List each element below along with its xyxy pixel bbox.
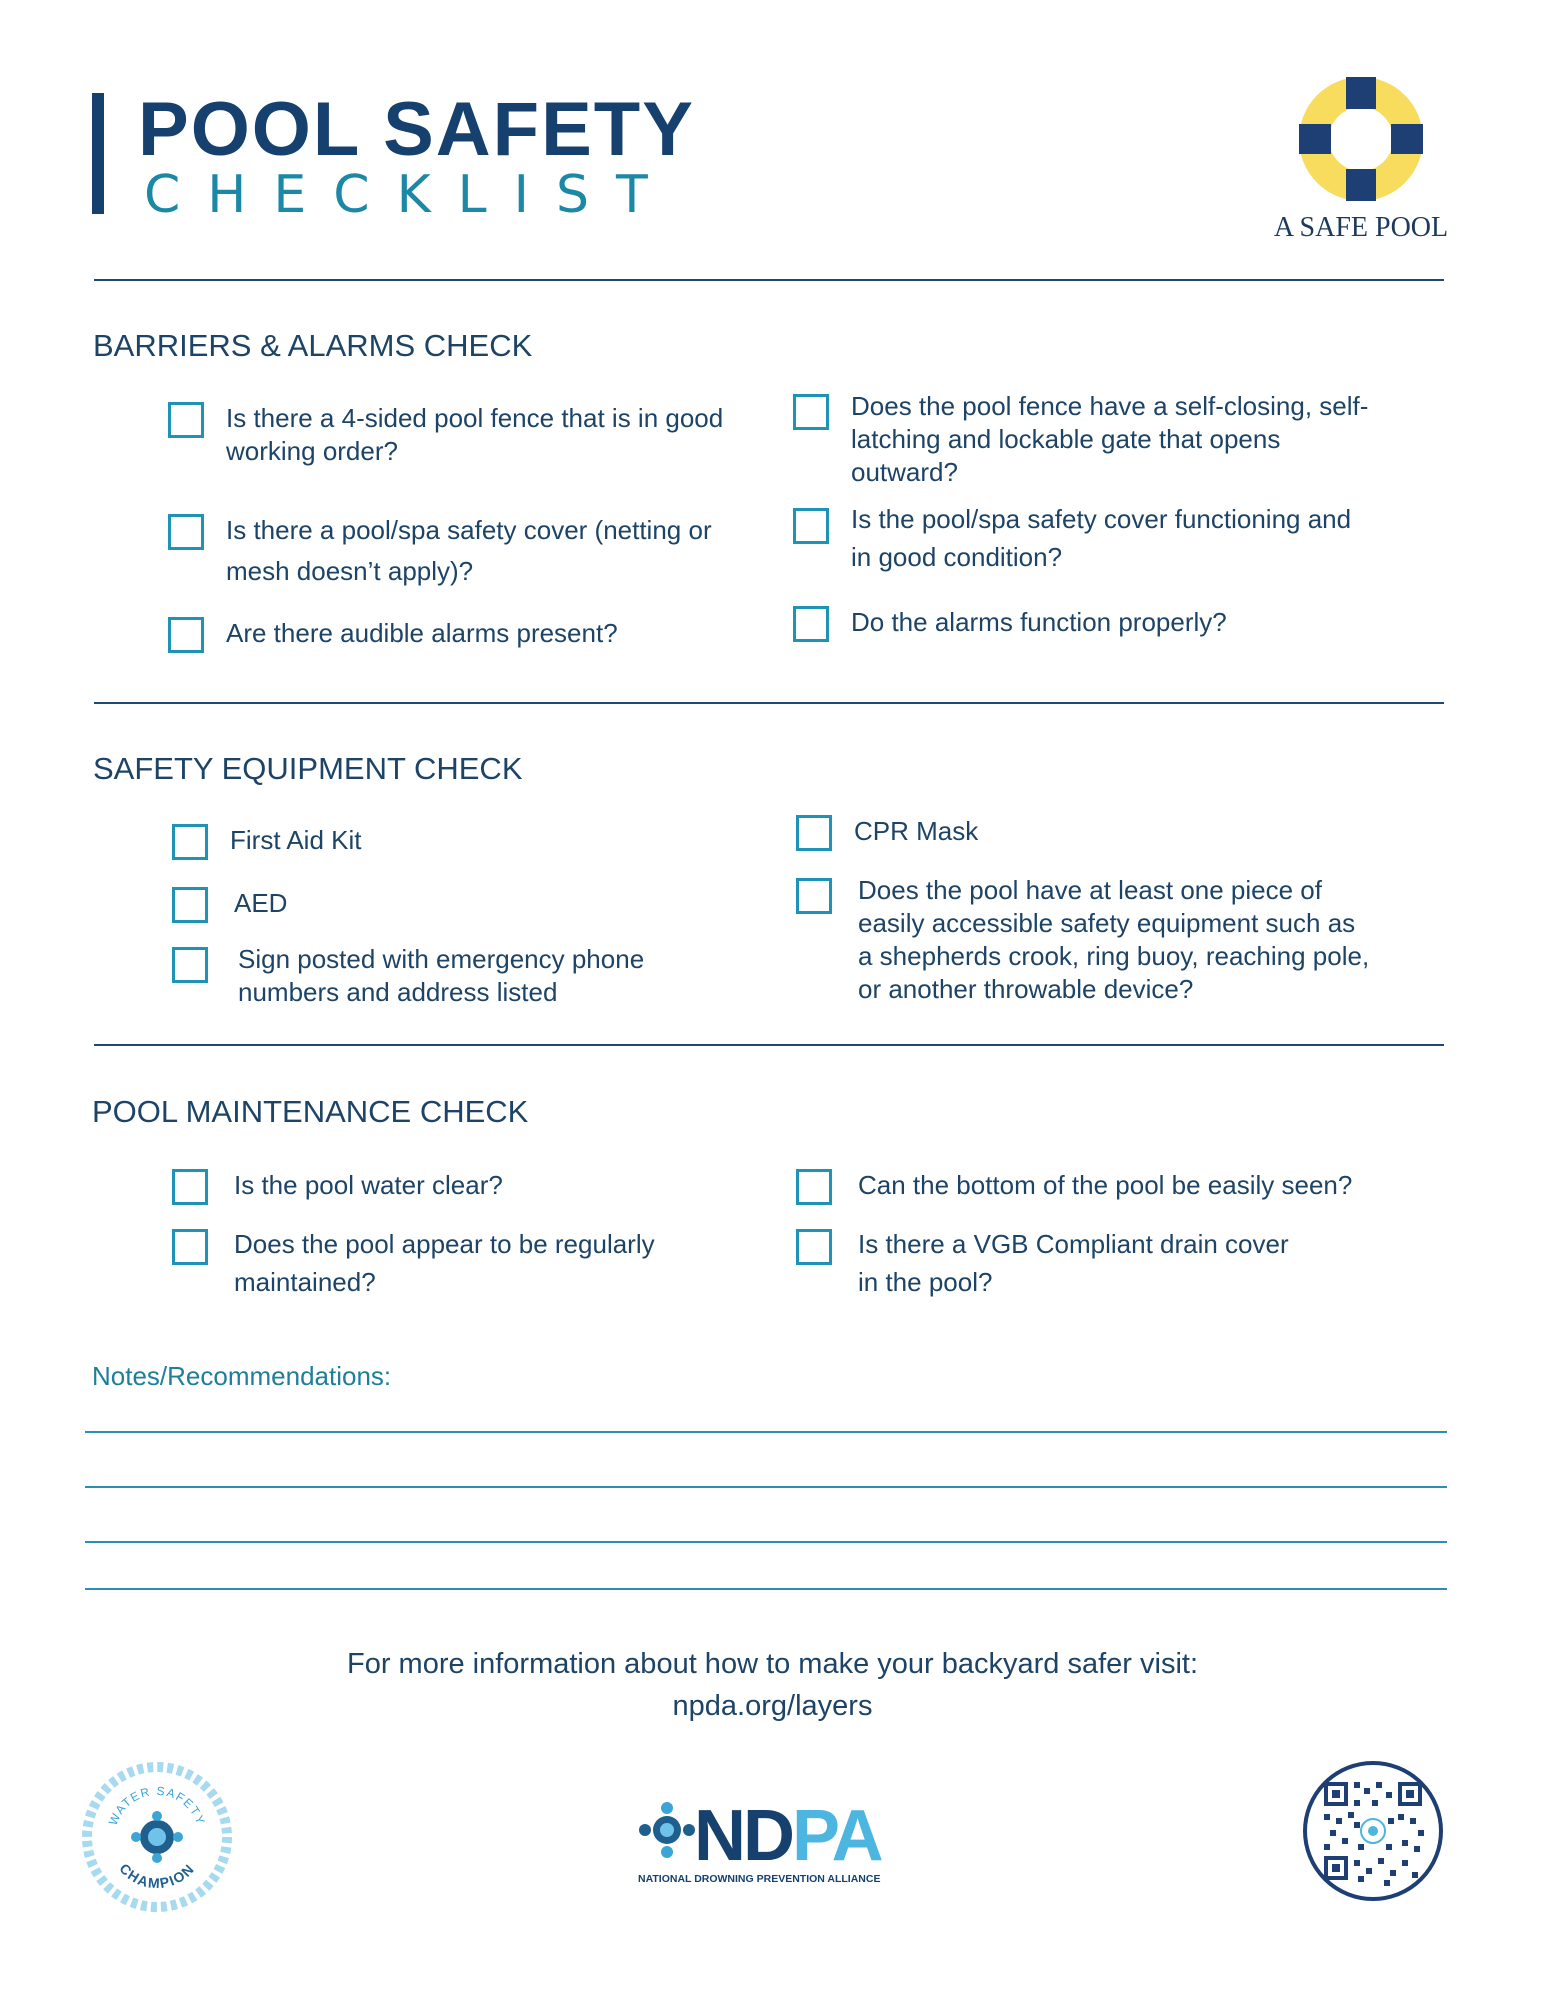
item-label: Does the pool appear to be regularly maintained? [234, 1229, 655, 1297]
checkbox[interactable] [796, 815, 832, 851]
checklist-item [172, 1229, 732, 1301]
logo-text: A SAFE POOL [1273, 212, 1449, 243]
checklist-item [793, 391, 1373, 489]
checkbox[interactable] [793, 508, 829, 544]
item-label: Is there a 4-sided pool fence that is in good working order? [226, 403, 724, 466]
checklist-item [172, 887, 732, 923]
life-ring-icon [1296, 74, 1426, 204]
checkbox[interactable] [172, 947, 208, 983]
item-label: Are there audible alarms present? [226, 618, 618, 648]
footer-info-text: For more information about how to make your backyard safer visit: [346, 1648, 1199, 1680]
title-accent-bar [92, 93, 104, 214]
checkbox[interactable] [172, 887, 208, 923]
checklist-item [172, 1169, 732, 1205]
footer-link[interactable]: npda.org/layers [672, 1690, 873, 1722]
divider [94, 279, 1444, 281]
notes-line[interactable] [85, 1486, 1447, 1488]
item-label: Is the pool/spa safety cover functioning and in good condition? [851, 504, 1352, 572]
item-label: Is the pool water clear? [234, 1170, 503, 1200]
checkbox[interactable] [172, 1229, 208, 1265]
item-label: Sign posted with emergency phone numbers and address listed [238, 944, 645, 1007]
item-label: Does the pool have at least one piece of easily accessible safety equipment such as a shepherds crook, ring buoy, reaching pole, or another throwable device? [858, 875, 1370, 1004]
item-label: Do the alarms function properly? [851, 607, 1227, 637]
checkbox[interactable] [793, 606, 829, 642]
checkbox[interactable] [796, 878, 832, 914]
badge-top-text: WATER SAFETY [105, 1783, 209, 1828]
water-safety-champion-badge [82, 1762, 232, 1912]
svg-text:NDPA: NDPA [694, 1796, 881, 1876]
divider [94, 1044, 1444, 1046]
checkbox[interactable] [168, 402, 204, 438]
notes-line[interactable] [85, 1541, 1447, 1543]
checklist-item [796, 815, 1376, 851]
checkbox[interactable] [168, 514, 204, 550]
item-label: First Aid Kit [230, 825, 362, 855]
checklist-item [793, 504, 1373, 576]
checklist-item [793, 606, 1373, 642]
section-title-barriers: BARRIERS & ALARMS CHECK [93, 328, 533, 363]
section-title-equipment: SAFETY EQUIPMENT CHECK [93, 751, 523, 786]
checklist-item [796, 1229, 1296, 1301]
ndpa-subtitle: NATIONAL DROWNING PREVENTION ALLIANCE [638, 1873, 881, 1885]
checkbox[interactable] [793, 394, 829, 430]
checklist-item [172, 824, 732, 860]
item-label: Is there a VGB Compliant drain cover in the pool? [858, 1229, 1289, 1297]
item-label: Is there a pool/spa safety cover (netting or mesh doesn’t apply)? [226, 515, 712, 586]
badge-bottom-text: CHAMPION [116, 1860, 198, 1892]
checklist-item [796, 1169, 1376, 1205]
checklist-item [168, 617, 728, 653]
item-label: CPR Mask [854, 816, 979, 846]
notes-line[interactable] [85, 1588, 1447, 1590]
checkbox[interactable] [172, 1169, 208, 1205]
item-label: AED [234, 888, 288, 918]
item-label: Can the bottom of the pool be easily seen? [858, 1170, 1353, 1200]
page-title: POOL SAFETY [138, 87, 695, 172]
checklist-item [172, 944, 712, 1009]
checklist-item [168, 402, 728, 468]
section-title-maintenance: POOL MAINTENANCE CHECK [92, 1094, 529, 1129]
checkbox[interactable] [172, 824, 208, 860]
checkbox[interactable] [168, 617, 204, 653]
checklist-item [168, 514, 728, 592]
qr-code[interactable] [1302, 1760, 1444, 1902]
checkbox[interactable] [796, 1229, 832, 1265]
ndpa-logo [632, 1790, 912, 1890]
divider [94, 702, 1444, 704]
checklist-item [796, 875, 1376, 1006]
notes-line[interactable] [85, 1431, 1447, 1433]
item-label: Does the pool fence have a self-closing, self-latching and lockable gate that opens outward? [851, 391, 1369, 487]
page-subtitle: CHECKLIST [144, 165, 675, 225]
notes-label: Notes/Recommendations: [92, 1361, 392, 1391]
checkbox[interactable] [796, 1169, 832, 1205]
